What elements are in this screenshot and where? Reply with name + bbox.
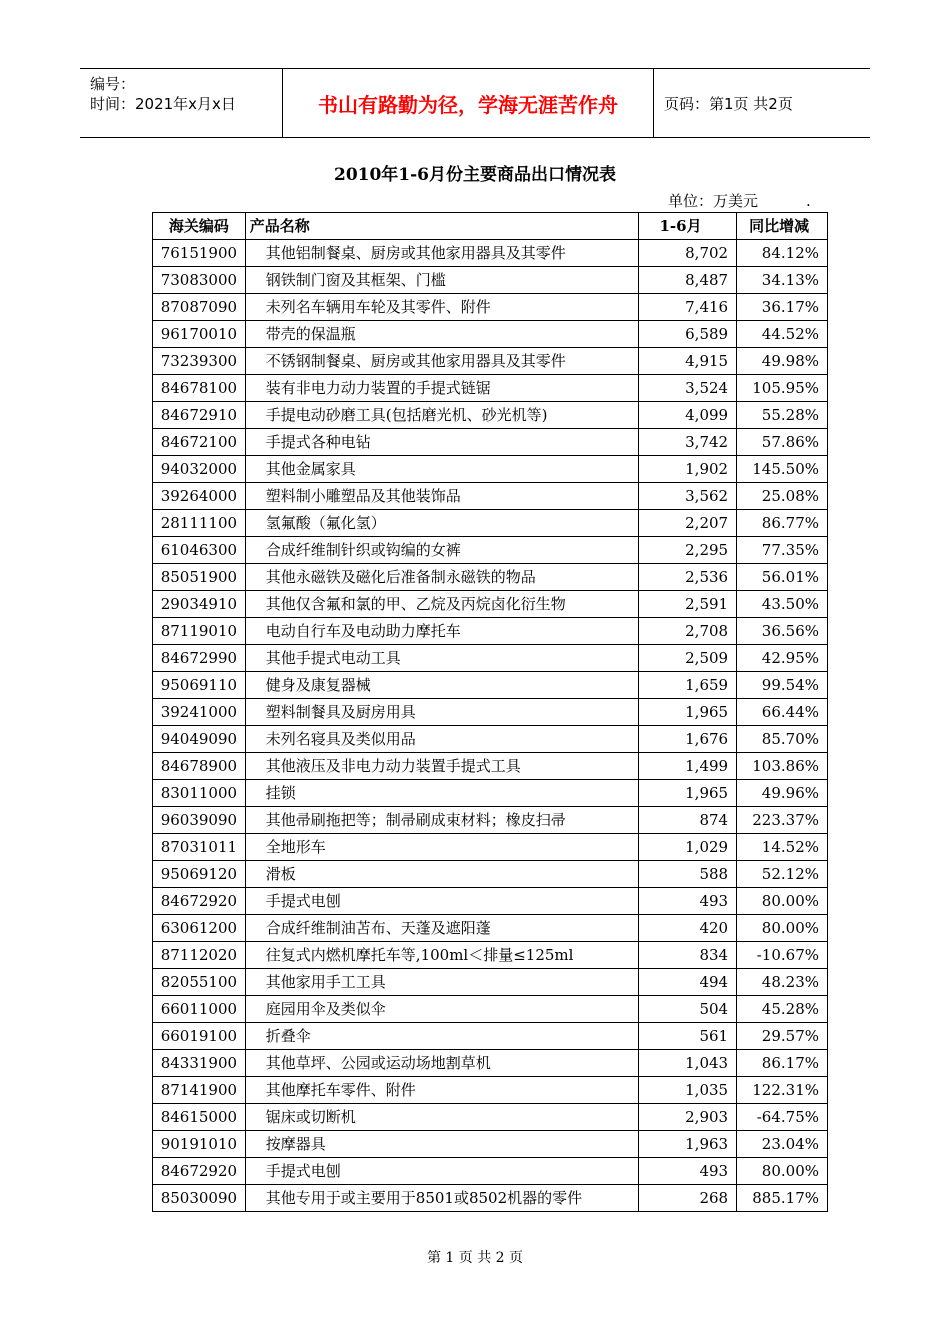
- cell-name: 按摩器具: [245, 1131, 639, 1158]
- cell-name: 健身及康复器械: [245, 672, 639, 699]
- cell-code: 90191010: [153, 1131, 246, 1158]
- table-body: [153, 240, 828, 1212]
- cell-name: 塑料制餐具及厨房用具: [245, 699, 639, 726]
- cell-change: 105.95%: [737, 375, 828, 402]
- cell-name: 带壳的保温瓶: [245, 321, 639, 348]
- cell-code: 87087090: [153, 294, 246, 321]
- table-row: [153, 294, 828, 321]
- cell-change: 885.17%: [737, 1185, 828, 1212]
- unit-text: 单位：万美元: [668, 192, 759, 210]
- cell-code: 84672990: [153, 645, 246, 672]
- cell-change: 29.57%: [737, 1023, 828, 1050]
- cell-code: 85030090: [153, 1185, 246, 1212]
- cell-value: 561: [639, 1023, 737, 1050]
- table-row: [153, 1023, 828, 1050]
- table-row: [153, 969, 828, 996]
- header-change: 同比增减: [737, 213, 828, 240]
- cell-value: 1,029: [639, 834, 737, 861]
- cell-name: 挂锁: [245, 780, 639, 807]
- header-code: 海关编码: [153, 213, 246, 240]
- cell-change: 48.23%: [737, 969, 828, 996]
- cell-value: 1,676: [639, 726, 737, 753]
- cell-value: 1,659: [639, 672, 737, 699]
- document-title: 2010年1-6月份主要商品出口情况表: [333, 165, 617, 185]
- table-row: [153, 456, 828, 483]
- table-row: [153, 429, 828, 456]
- cell-name: 手提式各种电钻: [245, 429, 639, 456]
- cell-code: 39241000: [153, 699, 246, 726]
- cell-code: 73239300: [153, 348, 246, 375]
- cell-name: 钢铁制门窗及其框架、门槛: [245, 267, 639, 294]
- cell-code: 84331900: [153, 1050, 246, 1077]
- cell-value: 1,499: [639, 753, 737, 780]
- cell-code: 95069120: [153, 861, 246, 888]
- table-row: [153, 1077, 828, 1104]
- cell-change: 80.00%: [737, 915, 828, 942]
- table-row: [153, 672, 828, 699]
- cell-name: 手提式电刨: [245, 1158, 639, 1185]
- cell-value: 504: [639, 996, 737, 1023]
- cell-change: -10.67%: [737, 942, 828, 969]
- cell-change: 55.28%: [737, 402, 828, 429]
- cell-change: 52.12%: [737, 861, 828, 888]
- cell-name: 其他草坪、公园或运动场地割草机: [245, 1050, 639, 1077]
- table-row: [153, 888, 828, 915]
- export-table: [152, 212, 828, 1212]
- header-slogan: 书山有路勤为径，学海无涯苦作舟: [283, 69, 654, 137]
- table-row: [153, 348, 828, 375]
- cell-name: 其他液压及非电力动力装置手提式工具: [245, 753, 639, 780]
- table-row: [153, 861, 828, 888]
- cell-change: 66.44%: [737, 699, 828, 726]
- table-row: [153, 780, 828, 807]
- cell-name: 其他专用于或主要用于8501或8502机器的零件: [245, 1185, 639, 1212]
- cell-name: 不锈钢制餐桌、厨房或其他家用器具及其零件: [245, 348, 639, 375]
- cell-code: 66011000: [153, 996, 246, 1023]
- table-row: [153, 267, 828, 294]
- cell-value: 7,416: [639, 294, 737, 321]
- cell-value: 874: [639, 807, 737, 834]
- table-row: [153, 753, 828, 780]
- cell-name: 未列名车辆用车轮及其零件、附件: [245, 294, 639, 321]
- cell-code: 82055100: [153, 969, 246, 996]
- table-header-row: [153, 213, 828, 240]
- cell-name: 滑板: [245, 861, 639, 888]
- cell-code: 87141900: [153, 1077, 246, 1104]
- document-header: [80, 68, 870, 138]
- table-row: [153, 726, 828, 753]
- table-row: [153, 699, 828, 726]
- cell-value: 588: [639, 861, 737, 888]
- page-footer: 第 1 页 共 2 页: [426, 1250, 524, 1266]
- unit-label: [668, 190, 811, 211]
- cell-name: 往复式内燃机摩托车等,100ml＜排量≤125ml: [245, 942, 639, 969]
- table-row: [153, 1050, 828, 1077]
- header-value: 1-6月: [639, 213, 737, 240]
- cell-change: 103.86%: [737, 753, 828, 780]
- cell-code: 87031011: [153, 834, 246, 861]
- table-row: [153, 375, 828, 402]
- table-row: [153, 942, 828, 969]
- cell-code: 39264000: [153, 483, 246, 510]
- cell-code: 84672920: [153, 888, 246, 915]
- cell-code: 94049090: [153, 726, 246, 753]
- cell-value: 1,963: [639, 1131, 737, 1158]
- header-meta-cell: [80, 69, 283, 137]
- cell-change: 84.12%: [737, 240, 828, 267]
- cell-change: 80.00%: [737, 1158, 828, 1185]
- cell-code: 29034910: [153, 591, 246, 618]
- cell-name: 手提式电刨: [245, 888, 639, 915]
- cell-name: 其他铝制餐桌、厨房或其他家用器具及其零件: [245, 240, 639, 267]
- table-row: [153, 645, 828, 672]
- cell-code: 84672100: [153, 429, 246, 456]
- cell-code: 84672910: [153, 402, 246, 429]
- cell-code: 96039090: [153, 807, 246, 834]
- cell-change: 49.96%: [737, 780, 828, 807]
- header-page-info: 页码：第1页 共2页: [664, 94, 793, 113]
- table-row: [153, 996, 828, 1023]
- cell-name: 其他仅含氟和氯的甲、乙烷及丙烷卤化衍生物: [245, 591, 639, 618]
- cell-change: 77.35%: [737, 537, 828, 564]
- cell-code: 28111100: [153, 510, 246, 537]
- cell-change: 85.70%: [737, 726, 828, 753]
- cell-value: 2,591: [639, 591, 737, 618]
- cell-code: 84678900: [153, 753, 246, 780]
- table-row: [153, 1104, 828, 1131]
- cell-change: 57.86%: [737, 429, 828, 456]
- cell-code: 84678100: [153, 375, 246, 402]
- cell-change: 44.52%: [737, 321, 828, 348]
- cell-value: 4,099: [639, 402, 737, 429]
- cell-value: 2,903: [639, 1104, 737, 1131]
- cell-value: 2,536: [639, 564, 737, 591]
- cell-change: 99.54%: [737, 672, 828, 699]
- cell-change: 223.37%: [737, 807, 828, 834]
- cell-value: 1,043: [639, 1050, 737, 1077]
- cell-name: 合成纤维制油苫布、天蓬及遮阳蓬: [245, 915, 639, 942]
- cell-code: 87112020: [153, 942, 246, 969]
- cell-value: 3,562: [639, 483, 737, 510]
- cell-name: 塑料制小雕塑品及其他装饰品: [245, 483, 639, 510]
- table-row: [153, 915, 828, 942]
- cell-code: 85051900: [153, 564, 246, 591]
- table-row: [153, 807, 828, 834]
- table-row: [153, 564, 828, 591]
- cell-value: 1,902: [639, 456, 737, 483]
- cell-value: 3,524: [639, 375, 737, 402]
- table-row: [153, 1131, 828, 1158]
- cell-code: 96170010: [153, 321, 246, 348]
- cell-code: 94032000: [153, 456, 246, 483]
- cell-change: 56.01%: [737, 564, 828, 591]
- cell-value: 2,708: [639, 618, 737, 645]
- cell-name: 其他永磁铁及磁化后准备制永磁铁的物品: [245, 564, 639, 591]
- table-row: [153, 483, 828, 510]
- cell-change: 43.50%: [737, 591, 828, 618]
- table-row: [153, 834, 828, 861]
- cell-change: 23.04%: [737, 1131, 828, 1158]
- cell-name: 庭园用伞及类似伞: [245, 996, 639, 1023]
- cell-name: 手提电动砂磨工具(包括磨光机、砂光机等): [245, 402, 639, 429]
- cell-name: 其他手提式电动工具: [245, 645, 639, 672]
- cell-name: 锯床或切断机: [245, 1104, 639, 1131]
- cell-value: 1,965: [639, 699, 737, 726]
- cell-value: 8,487: [639, 267, 737, 294]
- cell-value: 6,589: [639, 321, 737, 348]
- table-row: [153, 402, 828, 429]
- cell-name: 其他摩托车零件、附件: [245, 1077, 639, 1104]
- cell-change: 49.98%: [737, 348, 828, 375]
- cell-name: 其他金属家具: [245, 456, 639, 483]
- cell-name: 全地形车: [245, 834, 639, 861]
- cell-code: 63061200: [153, 915, 246, 942]
- cell-code: 95069110: [153, 672, 246, 699]
- cell-value: 493: [639, 888, 737, 915]
- cell-code: 76151900: [153, 240, 246, 267]
- cell-change: 36.17%: [737, 294, 828, 321]
- cell-value: 834: [639, 942, 737, 969]
- cell-change: 45.28%: [737, 996, 828, 1023]
- cell-change: 122.31%: [737, 1077, 828, 1104]
- cell-name: 折叠伞: [245, 1023, 639, 1050]
- cell-name: 合成纤维制针织或钩编的女裤: [245, 537, 639, 564]
- cell-value: 268: [639, 1185, 737, 1212]
- cell-name: 装有非电力动力装置的手提式链锯: [245, 375, 639, 402]
- cell-value: 2,509: [639, 645, 737, 672]
- table-row: [153, 618, 828, 645]
- cell-code: 83011000: [153, 780, 246, 807]
- cell-change: 42.95%: [737, 645, 828, 672]
- cell-change: 25.08%: [737, 483, 828, 510]
- cell-change: -64.75%: [737, 1104, 828, 1131]
- cell-name: 未列名寝具及类似用品: [245, 726, 639, 753]
- table-row: [153, 510, 828, 537]
- cell-value: 2,295: [639, 537, 737, 564]
- cell-change: 14.52%: [737, 834, 828, 861]
- cell-change: 86.17%: [737, 1050, 828, 1077]
- code-label: 编号：: [90, 75, 136, 93]
- cell-value: 3,742: [639, 429, 737, 456]
- table-row: [153, 321, 828, 348]
- cell-change: 80.00%: [737, 888, 828, 915]
- table-row: [153, 240, 828, 267]
- header-name: 产品名称: [245, 213, 639, 240]
- cell-code: 73083000: [153, 267, 246, 294]
- cell-value: 8,702: [639, 240, 737, 267]
- cell-value: 1,965: [639, 780, 737, 807]
- time-label: 时间：2021年x月x日: [90, 95, 236, 113]
- table-row: [153, 537, 828, 564]
- cell-value: 4,915: [639, 348, 737, 375]
- cell-value: 494: [639, 969, 737, 996]
- cell-value: 2,207: [639, 510, 737, 537]
- cell-code: 87119010: [153, 618, 246, 645]
- cell-name: 其他家用手工工具: [245, 969, 639, 996]
- cell-name: 电动自行车及电动助力摩托车: [245, 618, 639, 645]
- cell-code: 84615000: [153, 1104, 246, 1131]
- cell-code: 61046300: [153, 537, 246, 564]
- cell-change: 34.13%: [737, 267, 828, 294]
- cell-change: 145.50%: [737, 456, 828, 483]
- table-row: [153, 1185, 828, 1212]
- table-row: [153, 1158, 828, 1185]
- cell-value: 1,035: [639, 1077, 737, 1104]
- cell-value: 420: [639, 915, 737, 942]
- cell-change: 86.77%: [737, 510, 828, 537]
- table-row: [153, 591, 828, 618]
- cell-name: 其他帚刷拖把等；制帚刷成束材料；橡皮扫帚: [245, 807, 639, 834]
- cell-name: 氢氟酸（氟化氢）: [245, 510, 639, 537]
- cell-value: 493: [639, 1158, 737, 1185]
- cell-code: 66019100: [153, 1023, 246, 1050]
- cell-change: 36.56%: [737, 618, 828, 645]
- cell-code: 84672920: [153, 1158, 246, 1185]
- unit-dot: .: [806, 192, 811, 210]
